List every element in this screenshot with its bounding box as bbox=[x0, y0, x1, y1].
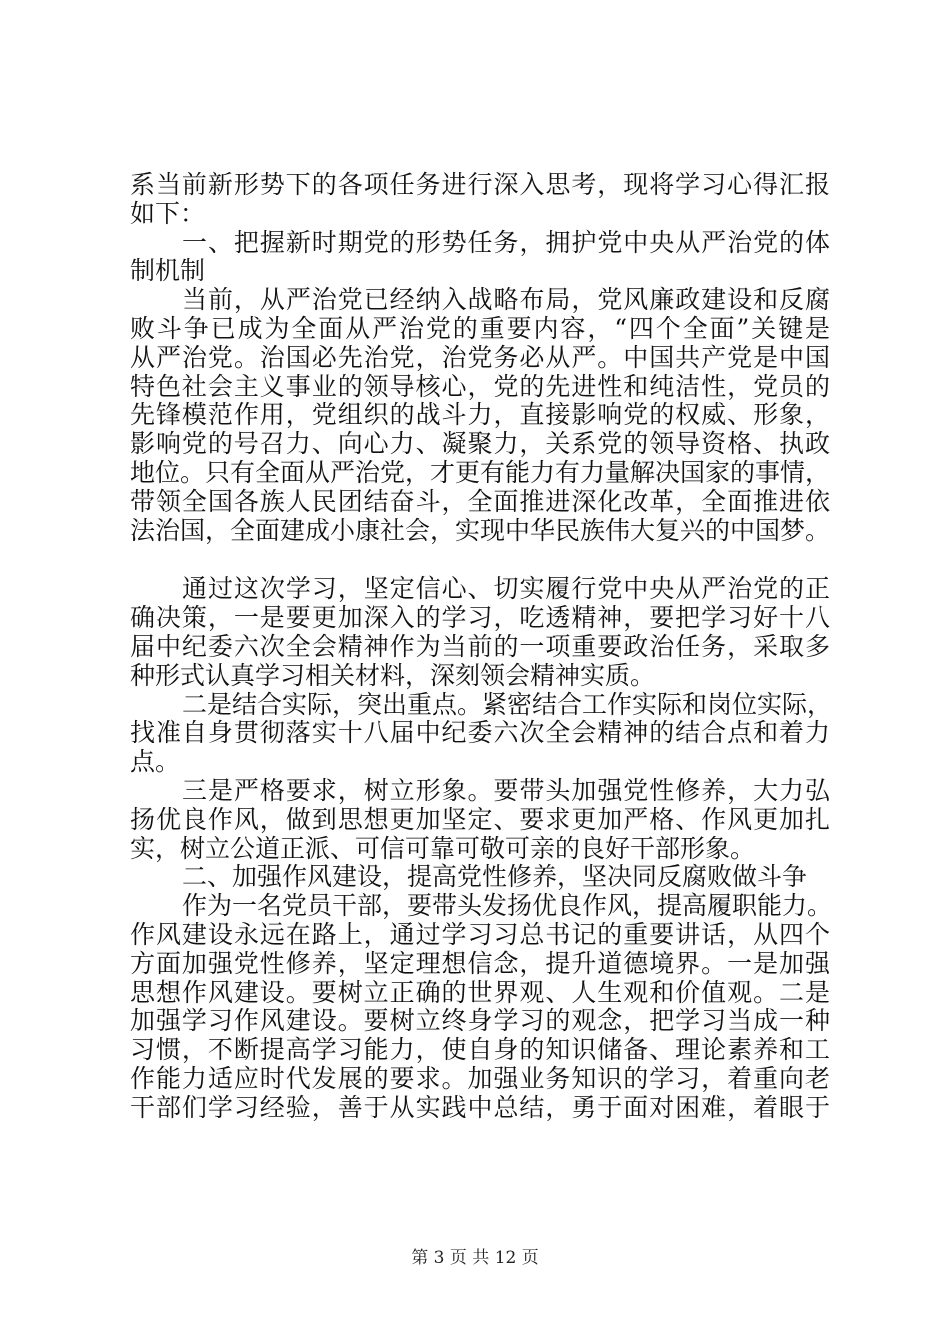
text-line: 带领全国各族人民团结奋斗，全面推进深化改革，全面推进依 bbox=[130, 486, 830, 516]
text-line: 败斗争已成为全面从严治党的重要内容，“四个全面”关键是 bbox=[130, 313, 830, 343]
text-line: 点。 bbox=[130, 747, 181, 777]
section-heading-line: 制机制 bbox=[130, 256, 206, 286]
text-line: 如下： bbox=[130, 198, 206, 228]
text-line: 实，树立公道正派、可信可靠可敬可亲的良好干部形象。 bbox=[130, 833, 756, 863]
text-line: 作风建设永远在路上，通过学习习总书记的重要讲话，从四个 bbox=[130, 919, 830, 949]
text-line: 作为一名党员干部，要带头发扬优良作风，提高履职能力。 bbox=[182, 891, 833, 921]
text-line: 习惯，不断提高学习能力，使自身的知识储备、理论素养和工 bbox=[130, 1035, 830, 1065]
text-line: 三是严格要求，树立形象。要带头加强党性修养，大力弘 bbox=[182, 775, 830, 805]
text-line: 干部们学习经验，善于从实践中总结，勇于面对困难，着眼于 bbox=[130, 1092, 830, 1122]
text-line: 思想作风建设。要树立正确的世界观、人生观和价值观。二是 bbox=[130, 977, 830, 1007]
text-line: 找准自身贯彻落实十八届中纪委六次全会精神的结合点和着力 bbox=[130, 718, 830, 748]
text-line: 特色社会主义事业的领导核心，党的先进性和纯洁性，党员的 bbox=[130, 371, 830, 401]
text-line: 影响党的号召力、向心力、凝聚力，关系党的领导资格、执政 bbox=[130, 429, 830, 459]
text-line: 先锋模范作用，党组织的战斗力，直接影响党的权威、形象， bbox=[130, 400, 830, 430]
section-heading-line: 二、加强作风建设，提高党性修养，坚决同反腐败做斗争 bbox=[182, 862, 808, 892]
document-body bbox=[130, 170, 833, 1123]
text-line: 加强学习作风建设。要树立终身学习的观念，把学习当成一种 bbox=[130, 1006, 830, 1036]
text-line: 作能力适应时代发展的要求。加强业务知识的学习，着重向老 bbox=[130, 1063, 830, 1093]
text-line: 种形式认真学习相关材料，深刻领会精神实质。 bbox=[130, 660, 656, 690]
text-line: 扬优良作风，做到思想更加坚定、要求更加严格、作风更加扎 bbox=[130, 804, 830, 834]
text-line: 当前，从严治党已经纳入战略布局，党风廉政建设和反腐 bbox=[182, 285, 830, 315]
text-line: 系当前新形势下的各项任务进行深入思考，现将学习心得汇报 bbox=[130, 170, 830, 199]
section-heading-line: 一、把握新时期党的形势任务，拥护党中央从严治党的体 bbox=[182, 227, 830, 257]
text-line: 确决策，一是要更加深入的学习，吃透精神，要把学习好十八 bbox=[130, 603, 830, 633]
text-line: 地位。只有全面从严治党，才更有能力有力量解决国家的事情， bbox=[130, 457, 831, 487]
text-line: 通过这次学习，坚定信心、切实履行党中央从严治党的正 bbox=[182, 574, 830, 604]
text-line: 二是结合实际，突出重点。紧密结合工作实际和岗位实际， bbox=[182, 689, 833, 719]
text-line: 方面加强党性修养，坚定理想信念，提升道德境界。一是加强 bbox=[130, 948, 830, 978]
text-line: 法治国，全面建成小康社会，实现中华民族伟大复兴的中国梦。 bbox=[130, 515, 831, 545]
text-line: 届中纪委六次全会精神作为当前的一项重要政治任务，采取多 bbox=[130, 631, 830, 661]
text-line: 从严治党。治国必先治党，治党务必从严。中国共产党是中国 bbox=[130, 342, 830, 372]
page-number-footer: 第 3 页 共 12 页 bbox=[411, 1248, 539, 1268]
paragraph-gap bbox=[130, 545, 830, 575]
